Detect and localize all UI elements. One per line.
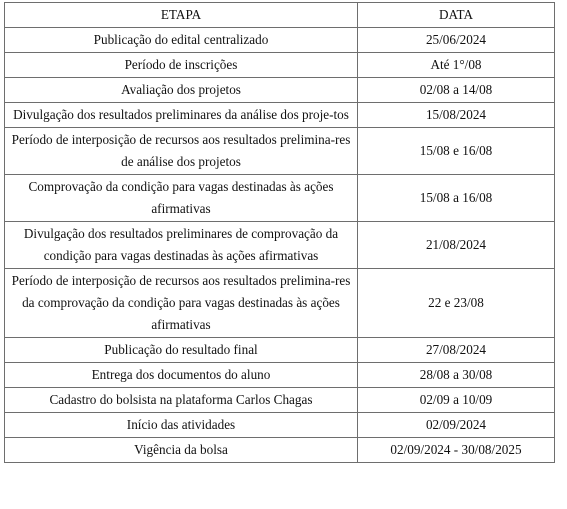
- date-cell: 15/08/2024: [358, 103, 555, 128]
- date-cell: 28/08 a 30/08: [358, 363, 555, 388]
- stage-cell: Publicação do resultado final: [5, 338, 358, 363]
- table-row: [5, 438, 555, 463]
- table-row: [5, 28, 555, 53]
- header-date: DATA: [358, 3, 555, 28]
- table-row: [5, 388, 555, 413]
- date-cell: 22 e 23/08: [358, 269, 555, 338]
- date-cell: Até 1°/08: [358, 53, 555, 78]
- date-cell: 15/08 e 16/08: [358, 128, 555, 175]
- date-cell: 25/06/2024: [358, 28, 555, 53]
- stage-cell: Comprovação da condição para vagas destinadas às ações afirmativas: [5, 175, 358, 222]
- schedule-table: [4, 2, 555, 463]
- table-row: [5, 128, 555, 175]
- date-cell: 27/08/2024: [358, 338, 555, 363]
- table-row: [5, 269, 555, 338]
- date-cell: 21/08/2024: [358, 222, 555, 269]
- stage-cell: Período de interposição de recursos aos resultados prelimina-res da comprovação da condição para vagas destinadas às ações afirmativas: [5, 269, 358, 338]
- table-row: [5, 338, 555, 363]
- date-cell: 15/08 a 16/08: [358, 175, 555, 222]
- stage-cell: Divulgação dos resultados preliminares da análise dos proje-tos: [5, 103, 358, 128]
- table-header-row: [5, 3, 555, 28]
- table-row: [5, 363, 555, 388]
- stage-cell: Início das atividades: [5, 413, 358, 438]
- table-row: [5, 175, 555, 222]
- stage-cell: Vigência da bolsa: [5, 438, 358, 463]
- header-stage: ETAPA: [5, 3, 358, 28]
- table-row: [5, 78, 555, 103]
- table-row: [5, 103, 555, 128]
- date-cell: 02/09/2024 - 30/08/2025: [358, 438, 555, 463]
- table-row: [5, 222, 555, 269]
- stage-cell: Avaliação dos projetos: [5, 78, 358, 103]
- stage-cell: Publicação do edital centralizado: [5, 28, 358, 53]
- stage-cell: Período de interposição de recursos aos resultados prelimina-res de análise dos projetos: [5, 128, 358, 175]
- date-cell: 02/09/2024: [358, 413, 555, 438]
- table-row: [5, 413, 555, 438]
- date-cell: 02/08 a 14/08: [358, 78, 555, 103]
- stage-cell: Divulgação dos resultados preliminares de comprovação da condição para vagas destinadas às ações afirmativas: [5, 222, 358, 269]
- stage-cell: Entrega dos documentos do aluno: [5, 363, 358, 388]
- date-cell: 02/09 a 10/09: [358, 388, 555, 413]
- stage-cell: Período de inscrições: [5, 53, 358, 78]
- stage-cell: Cadastro do bolsista na plataforma Carlos Chagas: [5, 388, 358, 413]
- table-row: [5, 53, 555, 78]
